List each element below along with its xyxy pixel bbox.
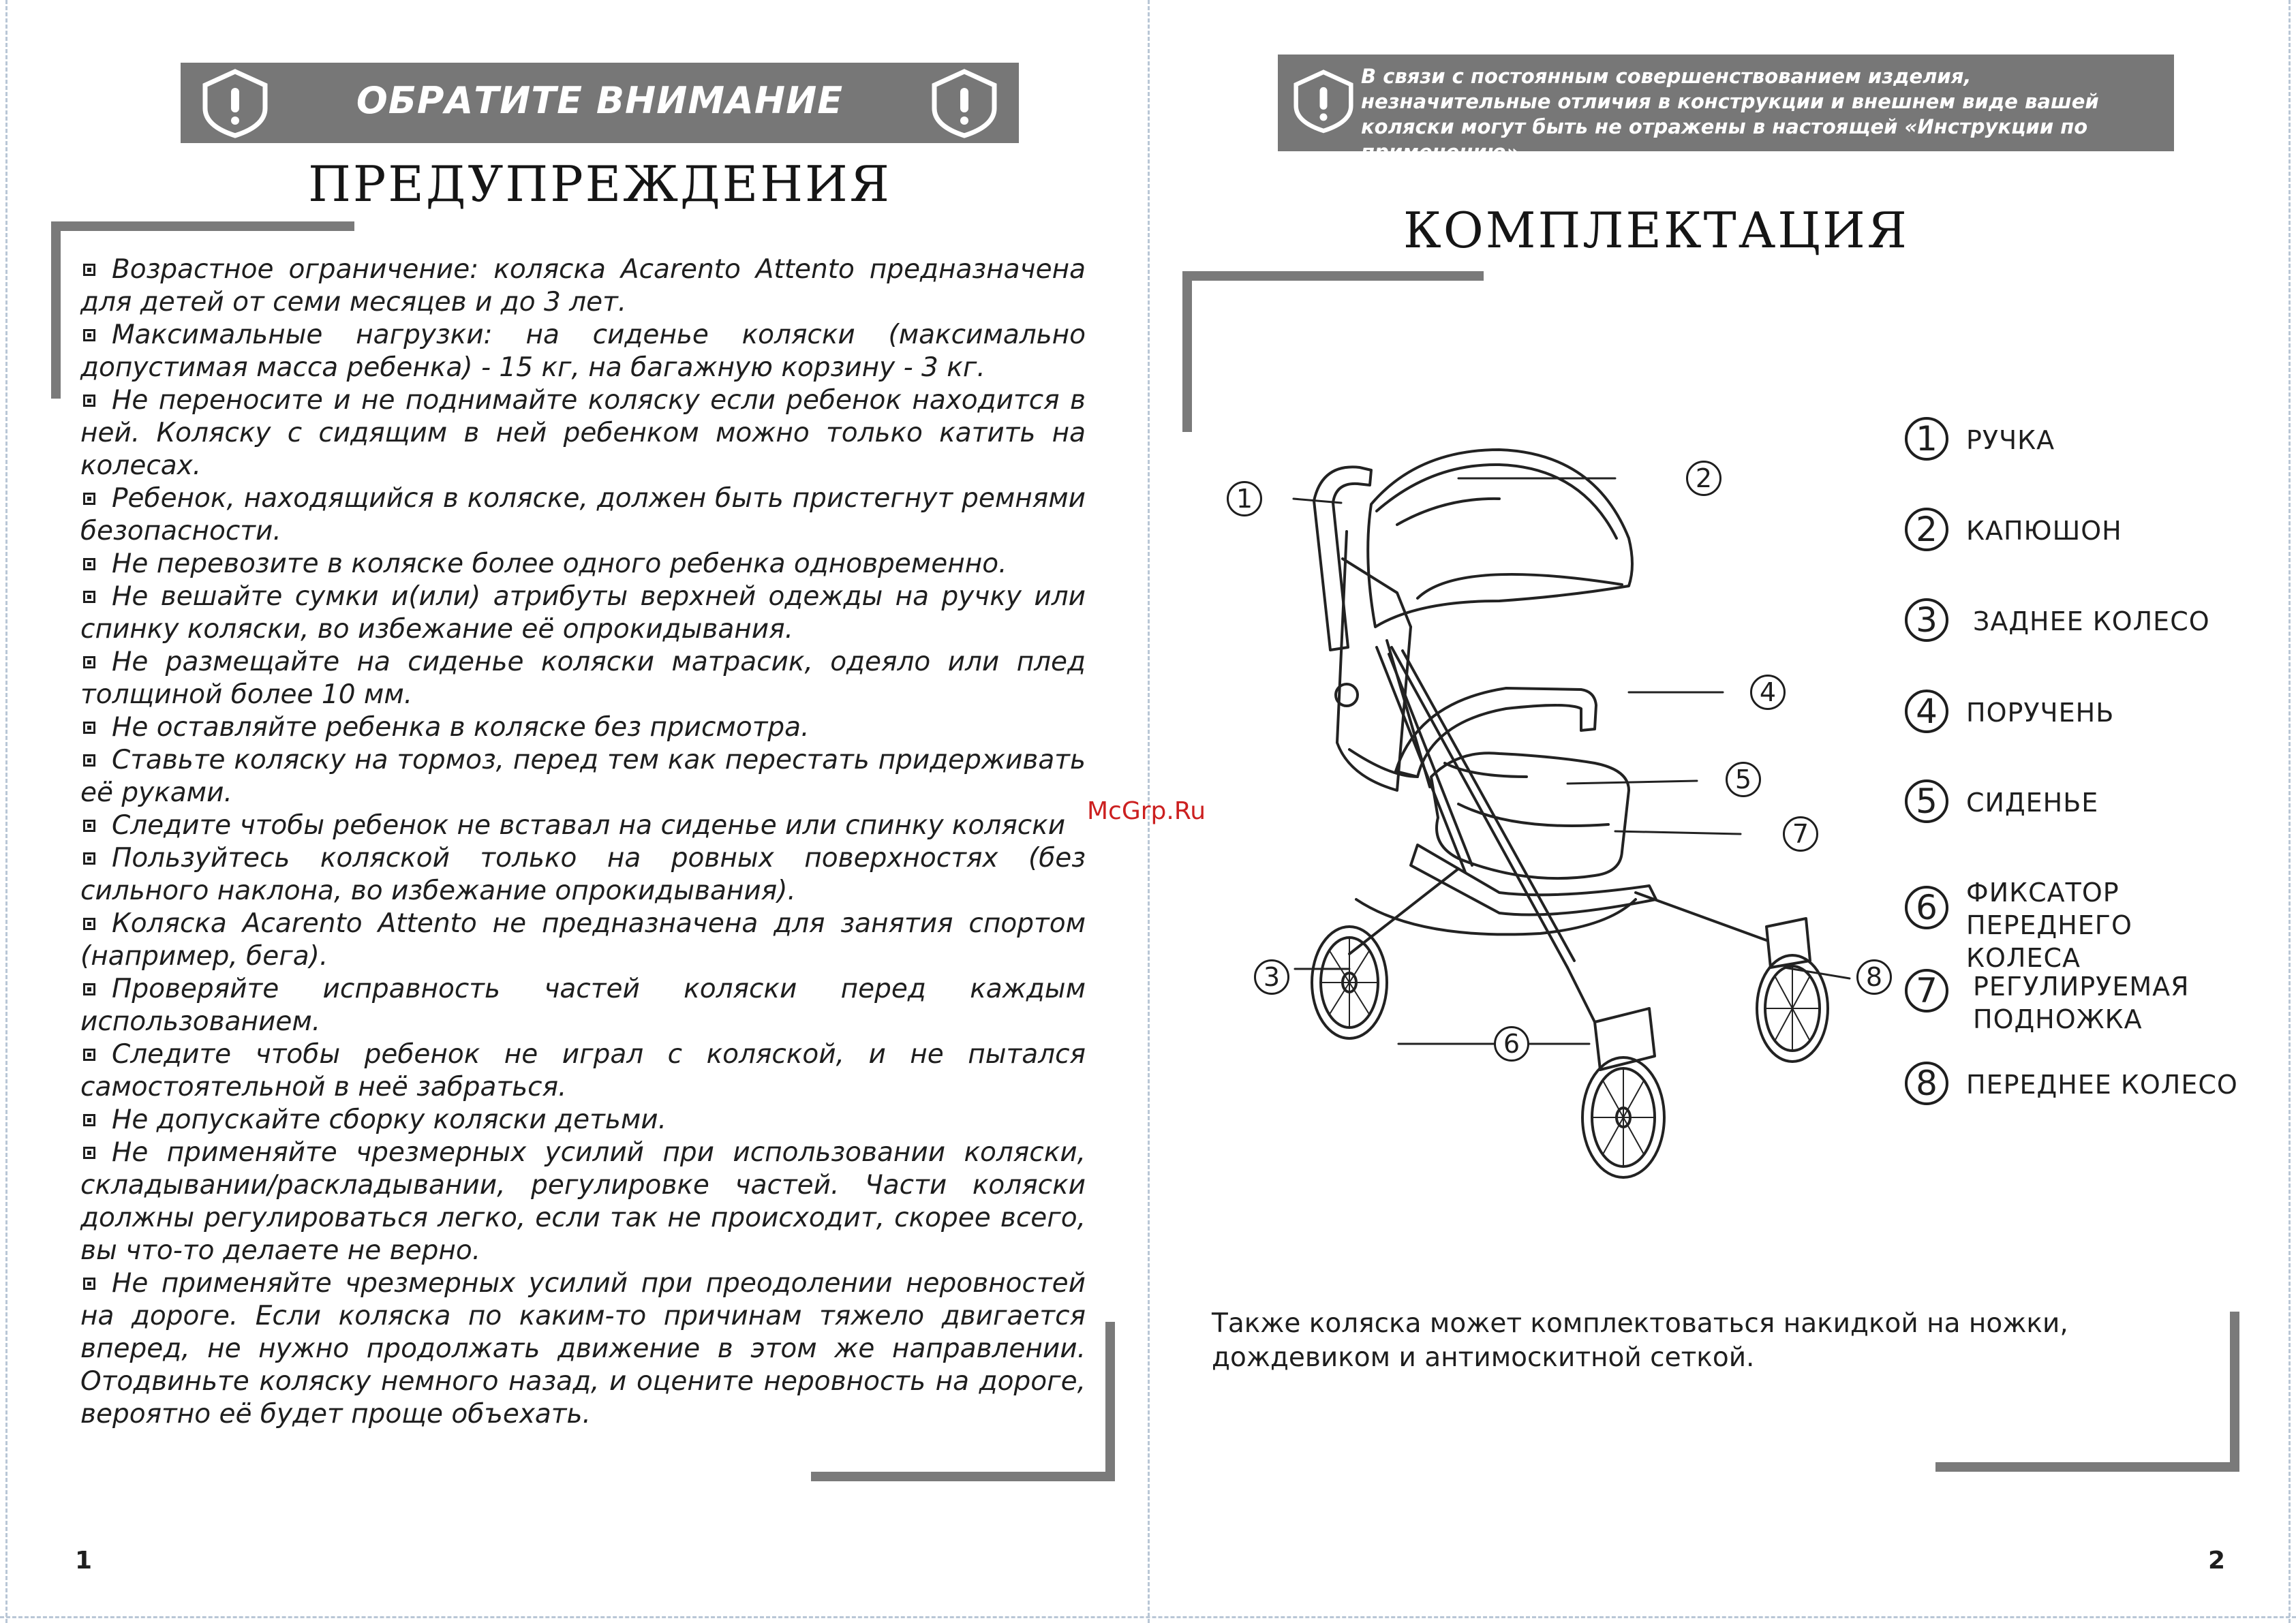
callout-2: 2 [1686, 461, 1721, 496]
part-label: ЗАДНЕЕ КОЛЕСО [1973, 606, 2210, 636]
part-number: 5 [1905, 779, 1948, 823]
bullet-icon [83, 722, 95, 734]
bullet-icon [83, 820, 95, 832]
part-number: 1 [1905, 417, 1948, 461]
part-item-handle [1905, 417, 2055, 461]
callout-1: 1 [1227, 481, 1262, 516]
part-label: РУЧКА [1966, 425, 2055, 455]
part-number: 8 [1905, 1062, 1948, 1105]
part-label: КАПЮШОН [1966, 516, 2122, 546]
corner-bracket-top [51, 221, 354, 231]
bullet-icon [83, 1049, 95, 1061]
callout-5: 5 [1726, 762, 1761, 797]
bullet-icon [83, 852, 95, 865]
bullet-icon [83, 329, 95, 341]
part-label: ФИКСАТОР ПЕРЕДНЕГО КОЛЕСА [1966, 878, 2132, 973]
notice-banner-text: ОБРАТИТЕ ВНИМАНИЕ [356, 79, 844, 122]
part-number: 2 [1905, 508, 1948, 551]
part-item-armrest [1905, 690, 2114, 733]
part-item-canopy [1905, 508, 2122, 551]
bullet-icon [83, 983, 95, 995]
bullet-icon [83, 656, 95, 668]
front-wheel-lock-shape [1595, 1008, 1655, 1070]
callout-8: 8 [1856, 959, 1892, 995]
bullet-icon [83, 1278, 95, 1290]
list-item: Не применяйте чрезмерных усилий при использовании коляски, складывании/раскладывании, регулировке частей. Части коляски должны регулироваться легко, если так не происходит, скорее всего, вы что-то делаете не верно. [80, 1137, 1086, 1266]
callout-6: 6 [1494, 1026, 1529, 1062]
page-edge-bottom [0, 1616, 2296, 1618]
part-label: РЕГУЛИРУЕМАЯ ПОДНОЖКА [1973, 972, 2190, 1034]
bullet-icon [83, 918, 95, 930]
corner-bracket-bottom [811, 1472, 1115, 1481]
corner-bracket-top [1182, 271, 1484, 281]
list-item: Ребенок, находящийся в коляске, должен быть пристегнут ремнями безопасности. [80, 483, 1086, 546]
bullet-icon [83, 754, 95, 767]
list-item: Не допускайте сборку коляски детьми. [80, 1104, 1086, 1137]
notice-banner-text: В связи с постоянным совершенствованием изделия, незначительные отличия в конструкции и внешнем виде вашей коляски могут быть не отражены в настоящей «Инструкции по применению». [1361, 65, 2099, 164]
bullet-icon [83, 395, 95, 407]
list-item: Ставьте коляску на тормоз, перед тем как перестать придерживать её руками. [80, 745, 1086, 808]
notice-banner-right [1278, 55, 2174, 164]
watermark: McGrp.Ru [1087, 797, 1206, 825]
list-item: Проверяйте исправность частей коляски перед каждым использованием. [80, 974, 1086, 1037]
list-item: Следите чтобы ребенок не вставал на сиденье или спинку коляски [80, 809, 1086, 842]
part-label: ПЕРЕДНЕЕ КОЛЕСО [1966, 1070, 2238, 1100]
bullet-icon [83, 591, 95, 603]
page-title-contents: КОМПЛЕКТАЦИЯ [1403, 202, 1909, 259]
page-title-warnings: ПРЕДУПРЕЖДЕНИЯ [308, 155, 891, 213]
part-item-rear-wheel [1905, 598, 2210, 642]
part-number: 4 [1905, 690, 1948, 733]
notice-banner-left [181, 63, 1019, 143]
stroller-diagram [1213, 422, 1929, 1186]
callout-3: 3 [1254, 959, 1289, 995]
page-number-left: 1 [75, 1547, 93, 1575]
list-item: Не вешайте сумки и(или) атрибуты верхней одежды на ручку или спинку коляски, во избежание её опрокидывания. [80, 581, 1086, 645]
part-number: 3 [1905, 598, 1948, 642]
part-number: 7 [1905, 969, 1948, 1013]
part-item-footrest [1905, 969, 2191, 1036]
warning-shield-icon [923, 67, 1005, 138]
bullet-icon [83, 1114, 95, 1126]
part-label: ПОРУЧЕНЬ [1966, 698, 2115, 728]
part-item-front-wheel [1905, 1062, 2238, 1105]
list-item: Не оставляйте ребенка в коляске без присмотра. [80, 711, 1086, 744]
page-number-right: 2 [2208, 1547, 2226, 1575]
list-item: Пользуйтесь коляской только на ровных поверхностях (без сильного наклона, во избежание опрокидывания). [80, 843, 1086, 906]
callout-7: 7 [1783, 816, 1818, 852]
bullet-icon [83, 264, 95, 276]
list-item: Не применяйте чрезмерных усилий при преодолении неровностей на дороге. Если коляска по каким-то причинам тяжело двигается вперед, не нужно продолжать движение в этом же направлении. Отодвиньте коляску немного назад, и оцените неровность на дороге, вероятно её будет проще объехать. [80, 1268, 1086, 1429]
corner-bracket-bottom [1935, 1462, 2239, 1472]
list-item: Коляска Acarento Attento не предназначена для занятия спортом (например, бега). [80, 908, 1086, 972]
corner-bracket-top [51, 221, 61, 399]
page-edge-right [2289, 0, 2291, 1623]
part-item-front-wheel-lock [1905, 876, 2132, 974]
armrest-shape [1396, 688, 1596, 777]
list-item: Максимальные нагрузки: на сиденье коляски (максимально допустимая масса ребенка) - 15 кг, на багажную корзину - 3 кг. [80, 320, 1086, 383]
bullet-icon [83, 558, 95, 570]
canopy-shape [1368, 450, 1632, 627]
warning-shield-icon [1286, 67, 1361, 135]
corner-bracket-bottom [1105, 1322, 1115, 1481]
list-item: Возрастное ограничение: коляска Acarento Attento предназначена для детей от семи месяцев и до 3 лет. [80, 254, 1086, 318]
warnings-list [80, 253, 1086, 1431]
part-item-seat [1905, 779, 2098, 823]
list-item: Не перевозите в коляске более одного ребенка одновременно. [80, 548, 1086, 581]
list-item: Следите чтобы ребенок не играл с коляской, и не пытался самостоятельной в неё забраться. [80, 1039, 1086, 1102]
list-item: Не переносите и не поднимайте коляску если ребенок находится в ней. Коляску с сидящим в ней ребенком можно только катить на колесах. [80, 385, 1086, 481]
bullet-icon [83, 1147, 95, 1159]
part-label: СИДЕНЬЕ [1966, 788, 2099, 818]
list-item: Не размещайте на сиденье коляски матрасик, одеяло или плед толщиной более 10 мм. [80, 647, 1086, 710]
accessories-note: Также коляска может комплектоваться накидкой на ножки, дождевиком и антимоскитной сеткой. [1212, 1308, 2068, 1373]
callout-4: 4 [1750, 675, 1786, 710]
bullet-icon [83, 493, 95, 505]
page-edge-left [5, 0, 7, 1623]
part-number: 6 [1905, 886, 1948, 929]
corner-bracket-top [1182, 271, 1192, 432]
